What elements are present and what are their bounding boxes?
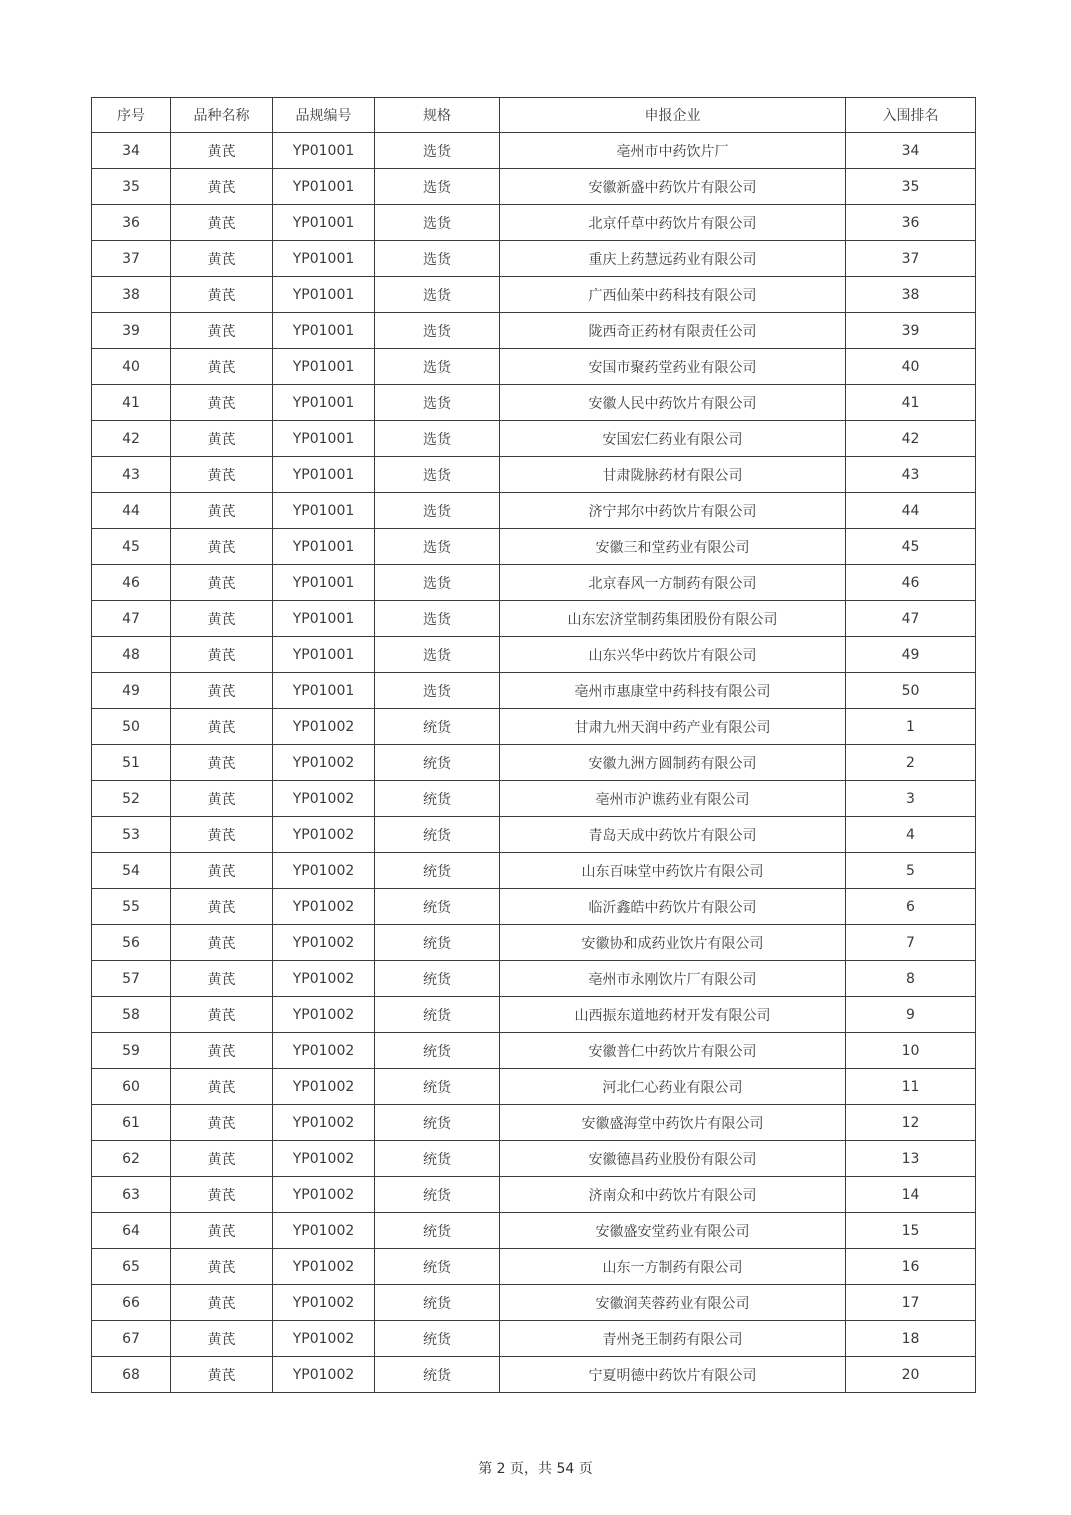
cell-variety-name: 黄芪 (171, 925, 273, 961)
cell-spec-code: YP01002 (273, 853, 375, 889)
cell-grade: 统货 (375, 1285, 500, 1321)
cell-rank: 9 (846, 997, 976, 1033)
cell-spec-code: YP01002 (273, 1141, 375, 1177)
header-spec-code: 品规编号 (273, 98, 375, 133)
cell-grade: 选货 (375, 313, 500, 349)
cell-grade: 统货 (375, 925, 500, 961)
table-row (92, 1213, 976, 1249)
cell-variety-name: 黄芪 (171, 169, 273, 205)
cell-spec-code: YP01002 (273, 889, 375, 925)
cell-grade: 统货 (375, 1177, 500, 1213)
cell-index: 34 (92, 133, 171, 169)
cell-company: 山东百味堂中药饮片有限公司 (500, 853, 846, 889)
cell-spec-code: YP01002 (273, 1213, 375, 1249)
header-index: 序号 (92, 98, 171, 133)
cell-variety-name: 黄芪 (171, 313, 273, 349)
table-row (92, 889, 976, 925)
table-row (92, 277, 976, 313)
cell-grade: 选货 (375, 529, 500, 565)
cell-index: 53 (92, 817, 171, 853)
cell-grade: 选货 (375, 673, 500, 709)
cell-variety-name: 黄芪 (171, 997, 273, 1033)
cell-index: 46 (92, 565, 171, 601)
cell-grade: 统货 (375, 1105, 500, 1141)
cell-rank: 36 (846, 205, 976, 241)
cell-rank: 40 (846, 349, 976, 385)
cell-variety-name: 黄芪 (171, 277, 273, 313)
cell-index: 62 (92, 1141, 171, 1177)
cell-grade: 选货 (375, 457, 500, 493)
cell-spec-code: YP01001 (273, 277, 375, 313)
table-row (92, 241, 976, 277)
cell-grade: 统货 (375, 745, 500, 781)
cell-grade: 统货 (375, 1213, 500, 1249)
cell-rank: 35 (846, 169, 976, 205)
cell-variety-name: 黄芪 (171, 421, 273, 457)
cell-grade: 统货 (375, 1249, 500, 1285)
cell-spec-code: YP01001 (273, 133, 375, 169)
cell-spec-code: YP01002 (273, 745, 375, 781)
cell-grade: 统货 (375, 1321, 500, 1357)
cell-index: 54 (92, 853, 171, 889)
cell-company: 甘肃九州天润中药产业有限公司 (500, 709, 846, 745)
cell-variety-name: 黄芪 (171, 709, 273, 745)
cell-grade: 统货 (375, 1141, 500, 1177)
cell-rank: 38 (846, 277, 976, 313)
cell-company: 安国宏仁药业有限公司 (500, 421, 846, 457)
cell-index: 49 (92, 673, 171, 709)
cell-company: 安徽德昌药业股份有限公司 (500, 1141, 846, 1177)
cell-grade: 选货 (375, 601, 500, 637)
cell-spec-code: YP01002 (273, 961, 375, 997)
cell-index: 41 (92, 385, 171, 421)
cell-company: 青岛天成中药饮片有限公司 (500, 817, 846, 853)
cell-rank: 45 (846, 529, 976, 565)
cell-variety-name: 黄芪 (171, 1321, 273, 1357)
page-number: 第 2 页，共 54 页 (478, 1461, 593, 1477)
cell-spec-code: YP01002 (273, 1321, 375, 1357)
cell-spec-code: YP01001 (273, 565, 375, 601)
cell-spec-code: YP01001 (273, 313, 375, 349)
cell-variety-name: 黄芪 (171, 385, 273, 421)
cell-index: 39 (92, 313, 171, 349)
table-row (92, 1105, 976, 1141)
cell-variety-name: 黄芪 (171, 1285, 273, 1321)
cell-company: 安徽润芙蓉药业有限公司 (500, 1285, 846, 1321)
cell-company: 亳州市永刚饮片厂有限公司 (500, 961, 846, 997)
table-row (92, 997, 976, 1033)
table-row (92, 637, 976, 673)
cell-variety-name: 黄芪 (171, 1357, 273, 1393)
table-row (92, 1177, 976, 1213)
table-row (92, 817, 976, 853)
cell-index: 58 (92, 997, 171, 1033)
cell-variety-name: 黄芪 (171, 889, 273, 925)
cell-rank: 34 (846, 133, 976, 169)
cell-rank: 39 (846, 313, 976, 349)
cell-company: 亳州市惠康堂中药科技有限公司 (500, 673, 846, 709)
cell-rank: 37 (846, 241, 976, 277)
cell-grade: 统货 (375, 997, 500, 1033)
cell-variety-name: 黄芪 (171, 565, 273, 601)
cell-company: 甘肃陇脉药材有限公司 (500, 457, 846, 493)
cell-grade: 统货 (375, 1357, 500, 1393)
cell-variety-name: 黄芪 (171, 457, 273, 493)
cell-grade: 统货 (375, 853, 500, 889)
cell-spec-code: YP01001 (273, 601, 375, 637)
cell-grade: 选货 (375, 385, 500, 421)
cell-company: 河北仁心药业有限公司 (500, 1069, 846, 1105)
cell-index: 37 (92, 241, 171, 277)
cell-index: 57 (92, 961, 171, 997)
cell-grade: 选货 (375, 277, 500, 313)
cell-company: 亳州市中药饮片厂 (500, 133, 846, 169)
cell-variety-name: 黄芪 (171, 349, 273, 385)
cell-rank: 5 (846, 853, 976, 889)
cell-variety-name: 黄芪 (171, 601, 273, 637)
cell-variety-name: 黄芪 (171, 1177, 273, 1213)
table-row (92, 601, 976, 637)
cell-grade: 选货 (375, 169, 500, 205)
cell-index: 64 (92, 1213, 171, 1249)
table-row (92, 745, 976, 781)
header-company: 申报企业 (500, 98, 846, 133)
cell-index: 40 (92, 349, 171, 385)
cell-index: 60 (92, 1069, 171, 1105)
cell-spec-code: YP01001 (273, 421, 375, 457)
cell-index: 66 (92, 1285, 171, 1321)
cell-company: 安徽人民中药饮片有限公司 (500, 385, 846, 421)
cell-variety-name: 黄芪 (171, 1105, 273, 1141)
cell-variety-name: 黄芪 (171, 961, 273, 997)
cell-company: 亳州市沪谯药业有限公司 (500, 781, 846, 817)
cell-spec-code: YP01002 (273, 1177, 375, 1213)
cell-index: 35 (92, 169, 171, 205)
cell-grade: 统货 (375, 781, 500, 817)
cell-company: 安徽新盛中药饮片有限公司 (500, 169, 846, 205)
cell-company: 山东一方制药有限公司 (500, 1249, 846, 1285)
table-row (92, 673, 976, 709)
cell-company: 北京仟草中药饮片有限公司 (500, 205, 846, 241)
cell-rank: 6 (846, 889, 976, 925)
cell-variety-name: 黄芪 (171, 1069, 273, 1105)
table-row (92, 1033, 976, 1069)
cell-company: 安徽协和成药业饮片有限公司 (500, 925, 846, 961)
table-row (92, 925, 976, 961)
cell-company: 山西振东道地药材开发有限公司 (500, 997, 846, 1033)
cell-grade: 统货 (375, 889, 500, 925)
cell-variety-name: 黄芪 (171, 1213, 273, 1249)
cell-index: 45 (92, 529, 171, 565)
cell-index: 51 (92, 745, 171, 781)
cell-grade: 统货 (375, 817, 500, 853)
cell-index: 42 (92, 421, 171, 457)
cell-index: 65 (92, 1249, 171, 1285)
cell-rank: 14 (846, 1177, 976, 1213)
cell-company: 广西仙茱中药科技有限公司 (500, 277, 846, 313)
cell-rank: 7 (846, 925, 976, 961)
cell-index: 44 (92, 493, 171, 529)
cell-company: 陇西奇正药材有限责任公司 (500, 313, 846, 349)
cell-spec-code: YP01001 (273, 385, 375, 421)
cell-variety-name: 黄芪 (171, 817, 273, 853)
table-row (92, 1249, 976, 1285)
cell-spec-code: YP01002 (273, 997, 375, 1033)
cell-company: 临沂鑫皓中药饮片有限公司 (500, 889, 846, 925)
cell-rank: 50 (846, 673, 976, 709)
cell-index: 68 (92, 1357, 171, 1393)
cell-rank: 47 (846, 601, 976, 637)
table-row (92, 565, 976, 601)
table-row (92, 1141, 976, 1177)
cell-spec-code: YP01002 (273, 1069, 375, 1105)
cell-variety-name: 黄芪 (171, 673, 273, 709)
cell-spec-code: YP01001 (273, 457, 375, 493)
cell-rank: 13 (846, 1141, 976, 1177)
table-row (92, 133, 976, 169)
cell-variety-name: 黄芪 (171, 745, 273, 781)
cell-index: 52 (92, 781, 171, 817)
cell-rank: 42 (846, 421, 976, 457)
cell-company: 济南众和中药饮片有限公司 (500, 1177, 846, 1213)
cell-index: 38 (92, 277, 171, 313)
cell-variety-name: 黄芪 (171, 1033, 273, 1069)
table-row (92, 421, 976, 457)
cell-spec-code: YP01001 (273, 205, 375, 241)
cell-rank: 49 (846, 637, 976, 673)
table-row (92, 1069, 976, 1105)
cell-grade: 统货 (375, 1069, 500, 1105)
header-grade: 规格 (375, 98, 500, 133)
cell-variety-name: 黄芪 (171, 205, 273, 241)
table-row (92, 457, 976, 493)
cell-company: 重庆上药慧远药业有限公司 (500, 241, 846, 277)
cell-variety-name: 黄芪 (171, 637, 273, 673)
cell-rank: 43 (846, 457, 976, 493)
cell-spec-code: YP01002 (273, 781, 375, 817)
cell-index: 47 (92, 601, 171, 637)
table-row (92, 529, 976, 565)
cell-rank: 18 (846, 1321, 976, 1357)
table-row (92, 961, 976, 997)
cell-company: 济宁邦尔中药饮片有限公司 (500, 493, 846, 529)
table-body (92, 133, 976, 1393)
cell-grade: 选货 (375, 493, 500, 529)
header-variety-name: 品种名称 (171, 98, 273, 133)
cell-rank: 15 (846, 1213, 976, 1249)
cell-grade: 统货 (375, 709, 500, 745)
cell-company: 安徽盛海堂中药饮片有限公司 (500, 1105, 846, 1141)
table-row (92, 1357, 976, 1393)
cell-rank: 16 (846, 1249, 976, 1285)
cell-grade: 选货 (375, 565, 500, 601)
table-row (92, 205, 976, 241)
cell-company: 北京春风一方制药有限公司 (500, 565, 846, 601)
cell-grade: 选货 (375, 637, 500, 673)
cell-spec-code: YP01002 (273, 817, 375, 853)
cell-company: 宁夏明德中药饮片有限公司 (500, 1357, 846, 1393)
cell-grade: 选货 (375, 421, 500, 457)
cell-spec-code: YP01002 (273, 1105, 375, 1141)
table-row (92, 349, 976, 385)
cell-company: 安徽普仁中药饮片有限公司 (500, 1033, 846, 1069)
cell-index: 50 (92, 709, 171, 745)
cell-company: 山东宏济堂制药集团股份有限公司 (500, 601, 846, 637)
cell-index: 59 (92, 1033, 171, 1069)
cell-variety-name: 黄芪 (171, 241, 273, 277)
cell-spec-code: YP01001 (273, 493, 375, 529)
table-row (92, 1321, 976, 1357)
cell-grade: 选货 (375, 133, 500, 169)
table-row (92, 385, 976, 421)
cell-variety-name: 黄芪 (171, 781, 273, 817)
cell-spec-code: YP01001 (273, 349, 375, 385)
table-row (92, 709, 976, 745)
cell-company: 安徽盛安堂药业有限公司 (500, 1213, 846, 1249)
table-row (92, 781, 976, 817)
cell-grade: 选货 (375, 349, 500, 385)
cell-rank: 17 (846, 1285, 976, 1321)
cell-rank: 41 (846, 385, 976, 421)
cell-spec-code: YP01001 (273, 241, 375, 277)
cell-rank: 4 (846, 817, 976, 853)
cell-spec-code: YP01002 (273, 1249, 375, 1285)
cell-spec-code: YP01001 (273, 637, 375, 673)
cell-variety-name: 黄芪 (171, 493, 273, 529)
cell-rank: 3 (846, 781, 976, 817)
table-row (92, 169, 976, 205)
cell-index: 56 (92, 925, 171, 961)
cell-index: 48 (92, 637, 171, 673)
cell-grade: 统货 (375, 1033, 500, 1069)
cell-variety-name: 黄芪 (171, 853, 273, 889)
cell-company: 青州尧王制药有限公司 (500, 1321, 846, 1357)
cell-index: 63 (92, 1177, 171, 1213)
cell-index: 43 (92, 457, 171, 493)
cell-company: 山东兴华中药饮片有限公司 (500, 637, 846, 673)
cell-rank: 20 (846, 1357, 976, 1393)
cell-spec-code: YP01001 (273, 169, 375, 205)
cell-variety-name: 黄芪 (171, 1141, 273, 1177)
table-row (92, 853, 976, 889)
cell-variety-name: 黄芪 (171, 133, 273, 169)
table-row (92, 1285, 976, 1321)
cell-rank: 8 (846, 961, 976, 997)
cell-grade: 选货 (375, 241, 500, 277)
cell-spec-code: YP01002 (273, 1357, 375, 1393)
cell-rank: 1 (846, 709, 976, 745)
cell-spec-code: YP01002 (273, 1285, 375, 1321)
cell-grade: 统货 (375, 961, 500, 997)
cell-rank: 12 (846, 1105, 976, 1141)
results-table (91, 97, 976, 1393)
table-header-row (92, 98, 976, 133)
cell-grade: 选货 (375, 205, 500, 241)
cell-rank: 10 (846, 1033, 976, 1069)
cell-index: 61 (92, 1105, 171, 1141)
cell-company: 安国市聚药堂药业有限公司 (500, 349, 846, 385)
cell-spec-code: YP01001 (273, 529, 375, 565)
cell-spec-code: YP01001 (273, 673, 375, 709)
cell-spec-code: YP01002 (273, 709, 375, 745)
cell-company: 安徽三和堂药业有限公司 (500, 529, 846, 565)
cell-rank: 2 (846, 745, 976, 781)
cell-index: 36 (92, 205, 171, 241)
cell-rank: 44 (846, 493, 976, 529)
cell-rank: 46 (846, 565, 976, 601)
header-rank: 入围排名 (846, 98, 976, 133)
table-row (92, 313, 976, 349)
cell-variety-name: 黄芪 (171, 529, 273, 565)
cell-spec-code: YP01002 (273, 1033, 375, 1069)
cell-spec-code: YP01002 (273, 925, 375, 961)
cell-variety-name: 黄芪 (171, 1249, 273, 1285)
cell-rank: 11 (846, 1069, 976, 1105)
cell-company: 安徽九洲方圆制药有限公司 (500, 745, 846, 781)
cell-index: 55 (92, 889, 171, 925)
cell-index: 67 (92, 1321, 171, 1357)
table-row (92, 493, 976, 529)
